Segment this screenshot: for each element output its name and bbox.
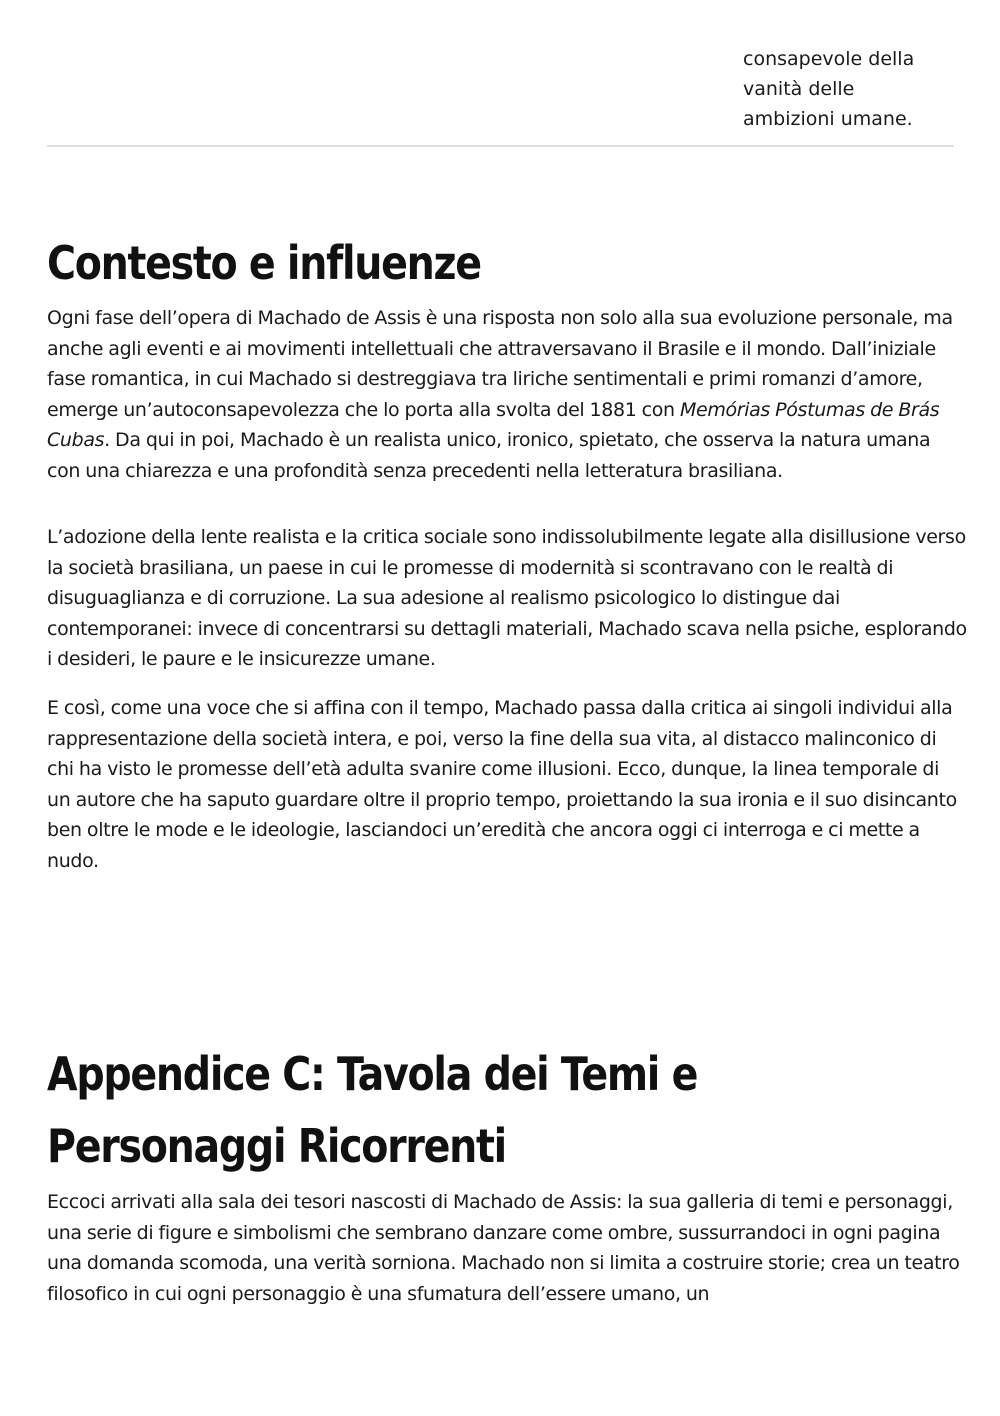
paragraph-1-text-after: . Da qui in poi, Machado è un realista unico, ironico, spietato, che osserva la natura umana con una chiarezza e una profondità senza precedenti nella letteratura brasiliana. <box>47 429 931 482</box>
fragment-line-3: ambizioni umane. <box>743 108 913 130</box>
paragraph-1-text-before: Ogni fase dell’opera di Machado de Assis è una risposta non solo alla sua evoluzione personale, ma anche agli eventi e ai movimenti intellettuali che attraversavano il Brasile e il mondo. Dall’iniziale fase romantica, in cui Machado si destreggiava tra liriche sentimentali e primi romanzi d’amore, emerge un’autoconsapevolezza che lo porta alla svolta del 1881 con <box>47 307 953 421</box>
section-heading-appendice-c <box>47 1038 697 1182</box>
paragraph-2: L’adozione della lente realista e la critica sociale sono indissolubilmente legate alla disillusione verso la società brasiliana, un paese in cui le promesse di modernità si scontravano con le realtà di disuguaglianza e di corruzione. La sua adesione al realismo psicologico lo distingue dai contemporanei: invece di concentrarsi su dettagli materiali, Machado scava nella psiche, esplorando i desideri, le paure e le insicurezze umane. <box>47 526 967 670</box>
paragraph-appendice-intro: Eccoci arrivati alla sala dei tesori nascosti di Machado de Assis: la sua galleria di temi e personaggi, una serie di figure e simbolismi che sembrano danzare come ombre, sussurrandoci in ogni pagina una domanda scomoda, una verità sorniona. Machado non si limita a costruire storie; crea un teatro filosofico in cui ogni personaggio è una sfumatura dell’essere umano, un <box>47 1191 960 1305</box>
table-bottom-divider <box>47 145 954 147</box>
fragment-line-1: consapevole della <box>743 48 915 70</box>
paragraph-1 <box>47 303 967 486</box>
fragment-line-2: vanità delle <box>743 78 855 100</box>
paragraph-3: E così, come una voce che si affina con il tempo, Machado passa dalla critica ai singoli individui alla rappresentazione della società intera, e poi, verso la fine della sua vita, al distacco malinconico di chi ha visto le promesse dell’età adulta svanire come illusioni. Ecco, dunque, la linea temporale di un autore che ha saputo guardare oltre il proprio tempo, proiettando la sua ironia e il suo disincanto ben oltre le mode e le ideologie, lasciandoci un’eredità che ancora oggi ci interroga e ci mette a nudo. <box>47 697 957 872</box>
section-heading-contesto: Contesto e influenze <box>47 236 481 290</box>
book-title: Memórias Póstumas de Brás Cubas <box>47 398 940 451</box>
table-cell-fragment <box>743 44 953 134</box>
heading-line-1: Appendice C: Tavola dei Temi e <box>47 1047 698 1101</box>
heading-line-2: Personaggi Ricorrenti <box>47 1119 506 1173</box>
